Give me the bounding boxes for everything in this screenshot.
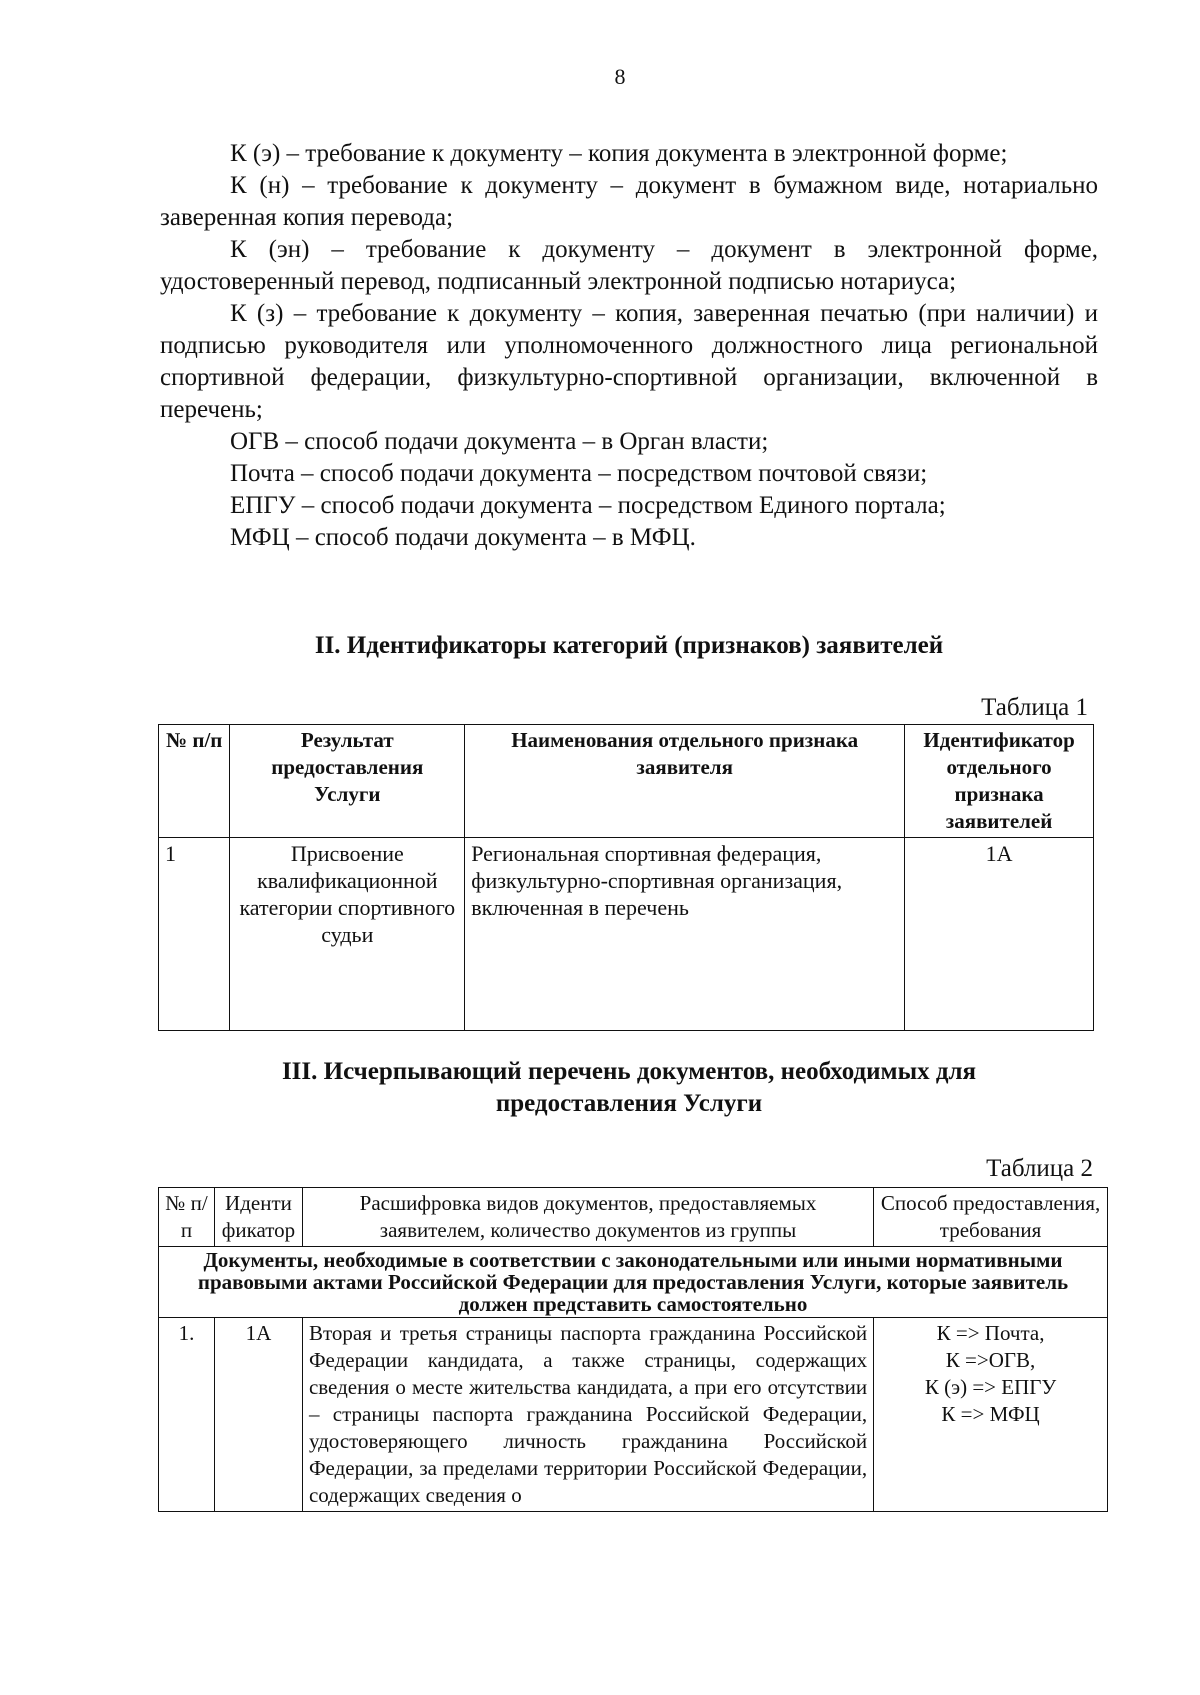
legend-item: МФЦ – способ подачи документа – в МФЦ. [230,524,696,551]
legend-item: Почта – способ подачи документа – посредством почтовой связи; [230,460,928,487]
col-header-id: Идентификатор отдельного признака заявителей [905,725,1094,838]
col-header-identifier: Иденти фикатор [214,1188,302,1247]
table-2-group-row [159,1247,1108,1318]
cell-description: Вторая и третья страницы паспорта гражданина Российской Федерации кандидата, а также страницы, содержащих сведения о месте жительства кандидата, а при его отсутствии – страницы паспорта гражданина Российской Федерации, удостоверяющего личность гражданина Российской Федерации, за пределами территории Российской Федерации, содержащих сведения о [302,1318,873,1512]
method-line: К => Почта, [936,1321,1045,1345]
method-line: К =>ОГВ, [945,1348,1036,1372]
cell-num: 1 [159,838,230,1031]
legend-item: К (эн) – требование к документу – документ в электронной форме, удостоверенный перевод, подписанный электронной подписью нотариуса; [160,236,1098,295]
section-3-title-line2: предоставления Услуги [495,1090,763,1117]
cell-result: Присвоение квалификационной категории спортивного судьи [230,838,465,1031]
table-row [159,1318,1108,1512]
table-row [159,838,1094,1031]
section-2-title: II. Идентификаторы категорий (признаков) заявителей [314,632,944,659]
legend-item: ЕПГУ – способ подачи документа – посредством Единого портала; [230,492,946,519]
table-1 [158,724,1094,1031]
legend-item: ОГВ – способ подачи документа – в Орган власти; [230,428,769,455]
cell-identifier: 1А [214,1318,302,1512]
table-1-header-row [159,725,1094,838]
section-3-title [160,1056,1098,1120]
cell-id: 1А [905,838,1094,1031]
table-2 [158,1187,1108,1512]
section-3-title-line1: III. Исчерпывающий перечень документов, необходимых для [281,1058,977,1085]
page-number: 8 [614,64,626,89]
col-header-num: № п/п [159,725,230,838]
cell-num: 1. [159,1318,215,1512]
legend-item: К (з) – требование к документу – копия, заверенная печатью (при наличии) и подписью руководителя или уполномоченного должностного лица региональной спортивной федерации, физкультурно-спортивной организации, включенной в перечень; [160,300,1098,423]
legend-item: К (н) – требование к документу – документ в бумажном виде, нотариально заверенная копия перевода; [160,172,1098,231]
table-2-header-row [159,1188,1108,1247]
group-header: Документы, необходимые в соответствии с законодательными или иными нормативными правовыми актами Российской Федерации для предоставления Услуги, которые заявитель должен представить самостоятельно [159,1247,1108,1318]
method-line: К => МФЦ [941,1402,1040,1426]
col-header-name: Наименования отдельного признака заявителя [465,725,905,838]
table-1-caption: Таблица 1 [981,694,1088,721]
cell-name: Региональная спортивная федерация, физкультурно-спортивная организация, включенная в перечень [465,838,905,1031]
col-header-method: Способ предоставления, требования [874,1188,1108,1247]
col-header-description: Расшифровка видов документов, предоставляемых заявителем, количество документов из группы [302,1188,873,1247]
col-header-num: № п/п [159,1188,215,1247]
cell-methods [874,1318,1108,1512]
legend-definitions [160,138,1098,554]
legend-item: К (э) – требование к документу – копия документа в электронной форме; [230,140,1008,167]
col-header-result: Результат предоставления Услуги [230,725,465,838]
table-2-caption: Таблица 2 [986,1155,1093,1182]
method-line: К (э) => ЕПГУ [924,1375,1057,1399]
